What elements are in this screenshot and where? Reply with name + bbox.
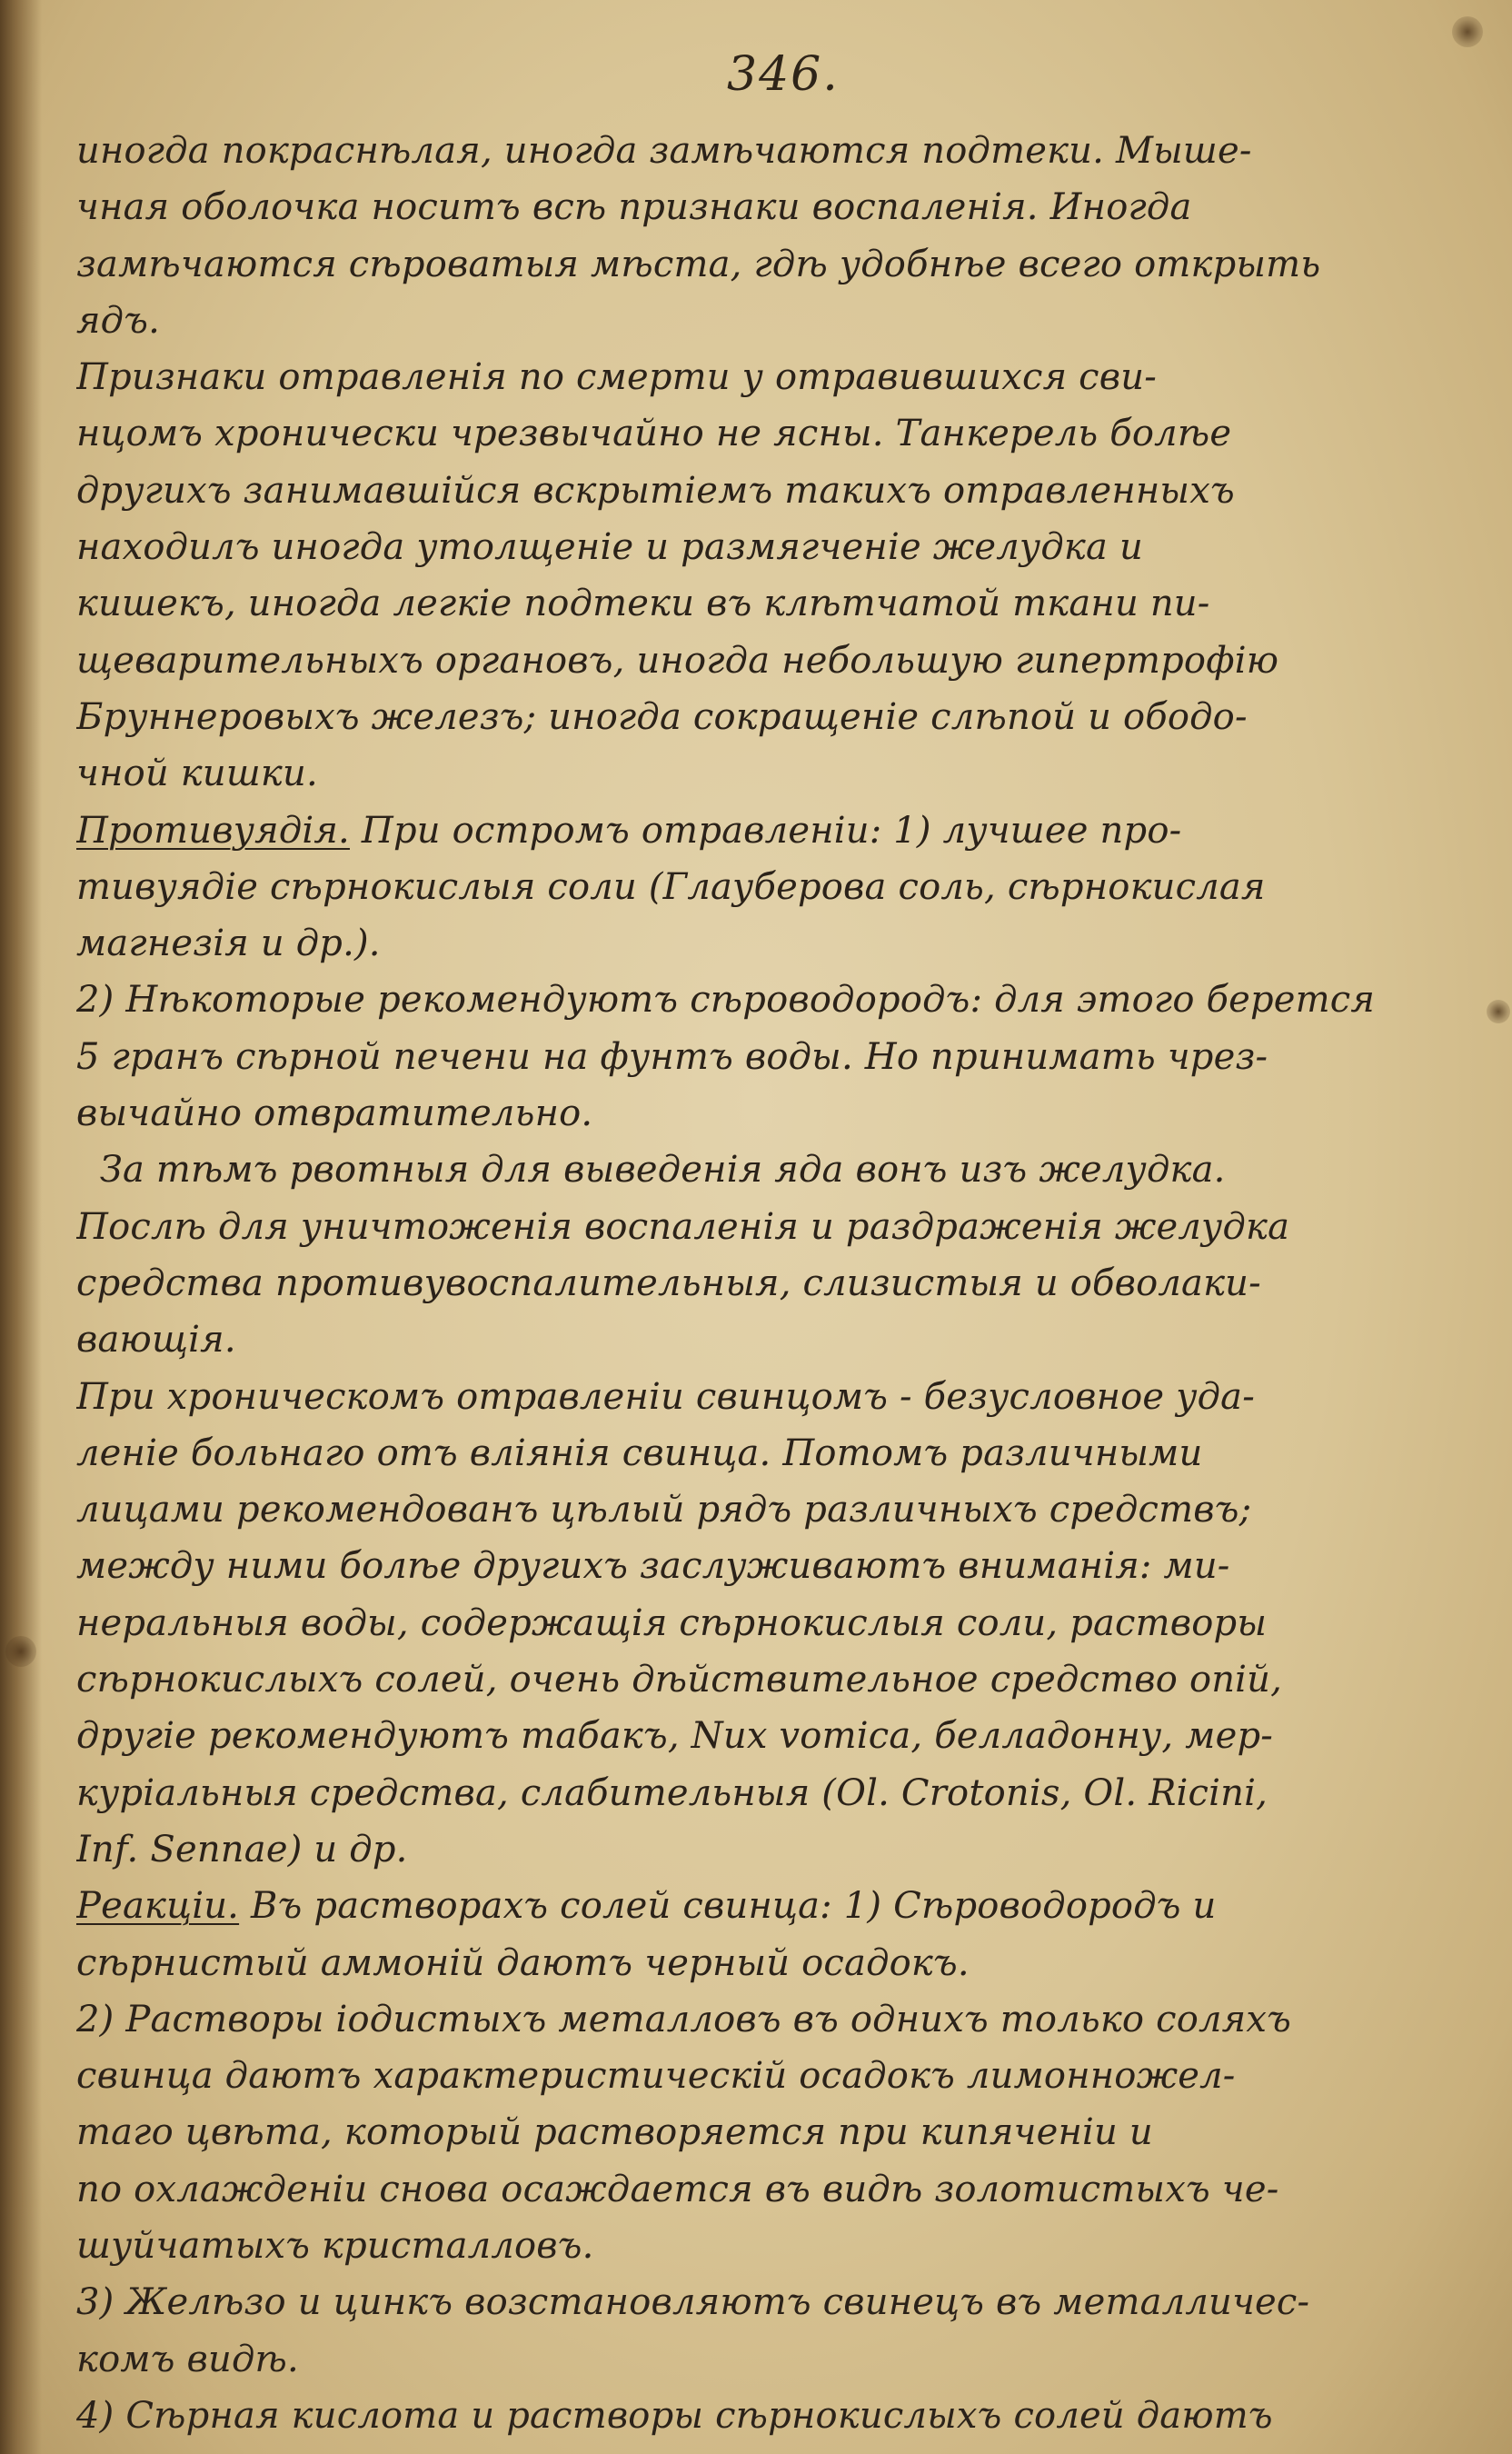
text-line xyxy=(76,1878,1439,1934)
line-text: находилъ иногда утолщеніе и размягченіе желудка и xyxy=(76,526,1143,569)
text-line xyxy=(76,179,1439,235)
text-line xyxy=(76,2388,1439,2444)
line-text: тивуядіе сѣрнокислыя соли (Глауберова соль, сѣрнокислая xyxy=(76,865,1266,908)
line-text: Въ растворахъ солей свинца: 1) Сѣроводородъ и xyxy=(239,1885,1217,1928)
text-line xyxy=(76,689,1439,745)
line-text: щеварительныхъ органовъ, иногда небольшую гипертрофію xyxy=(76,639,1279,682)
text-line xyxy=(76,859,1439,915)
line-text: чная оболочка носитъ всѣ признаки воспаленія. Иногда xyxy=(76,186,1192,229)
text-line xyxy=(76,1029,1439,1085)
text-line xyxy=(76,1312,1439,1368)
line-text: вычайно отвратительно. xyxy=(76,1092,593,1135)
line-text: комъ видѣ. xyxy=(76,2338,299,2380)
line-text: неральныя воды, содержащія сѣрнокислыя соли, растворы xyxy=(76,1601,1268,1644)
line-text: Inf. Sennae) и др. xyxy=(76,1828,408,1870)
text-line xyxy=(76,405,1439,462)
line-text: лицами рекомендованъ цѣлый рядъ различныхъ средствъ; xyxy=(76,1489,1252,1531)
text-line xyxy=(76,575,1439,632)
text-line xyxy=(76,2104,1439,2160)
section-heading: Противуядія. xyxy=(76,809,350,852)
text-line xyxy=(76,1991,1439,2048)
text-line xyxy=(76,1595,1439,1651)
text-line xyxy=(76,1821,1439,1878)
text-line xyxy=(76,463,1439,519)
text-line xyxy=(76,2218,1439,2274)
line-text: 5 гранъ сѣрной печени на фунтъ воды. Но принимать чрез- xyxy=(76,1035,1268,1078)
text-line xyxy=(76,1369,1439,1425)
line-text: таго цвѣта, который растворяется при кипяченіи и xyxy=(76,2111,1153,2154)
line-text: 2) Растворы іодистыхъ металловъ въ однихъ только соляхъ xyxy=(76,1998,1291,2040)
text-line xyxy=(76,2331,1439,2388)
section-heading: Реакціи. xyxy=(76,1885,240,1928)
line-text: Послѣ для уничтоженія воспаленія и раздраженія желудка xyxy=(76,1205,1290,1248)
text-line xyxy=(76,2161,1439,2218)
ink-stain-right-margin xyxy=(1487,1000,1510,1023)
line-text: шуйчатыхъ кристалловъ. xyxy=(76,2224,594,2267)
text-line xyxy=(76,1425,1439,1481)
line-text: иногда покраснѣлая, иногда замѣчаютcя подтеки. Мыше- xyxy=(76,130,1252,172)
line-text: свинца даютъ характеристическій осадокъ лимонножел- xyxy=(76,2055,1236,2098)
line-text: Бруннеровыхъ железъ; иногда сокращеніе слѣпой и ободо- xyxy=(76,695,1248,738)
line-text: между ними болѣе другихъ заслуживаютъ вниманія: ми- xyxy=(76,1545,1230,1588)
line-text: другіе рекомендуютъ табакъ, Nux vomica, белладонну, мер- xyxy=(76,1715,1273,1758)
text-line xyxy=(76,349,1439,405)
line-text: За тѣмъ рвотныя для выведенія яда вонъ изъ желудка. xyxy=(76,1149,1226,1192)
text-line xyxy=(76,1765,1439,1821)
ink-stain-top-right xyxy=(1452,16,1483,47)
line-text: нцомъ хронически чрезвычайно не ясны. Танкерель болѣе xyxy=(76,413,1232,455)
text-line xyxy=(76,972,1439,1028)
text-line xyxy=(76,803,1439,859)
line-text: средства противувоспалительныя, слизистыя и обволаки- xyxy=(76,1262,1261,1304)
text-line xyxy=(76,1255,1439,1312)
text-line xyxy=(76,1199,1439,1255)
line-text: чной кишки. xyxy=(76,753,318,795)
ink-stain-left-margin xyxy=(5,1636,36,1667)
page-number: 346. xyxy=(727,47,840,102)
line-text: вающія. xyxy=(76,1319,236,1362)
line-text: 2) Нѣкоторые рекомендуютъ сѣроводородъ: для этого берется xyxy=(76,979,1376,1022)
line-text: куріальныя средства, слабительныя (Ol. Crotonis, Ol. Ricini, xyxy=(76,1771,1268,1814)
line-text: другихъ занимавшійся вскрытіемъ такихъ отравленныхъ xyxy=(76,469,1235,512)
line-text: замѣчаются сѣроватыя мѣста, гдѣ удобнѣе всего открыть xyxy=(76,243,1321,285)
line-text: При остромъ отравленіи: 1) лучшее про- xyxy=(349,809,1182,852)
text-line xyxy=(76,2274,1439,2330)
line-text: 4) Сѣрная кислота и растворы сѣрнокислыхъ солей даютъ xyxy=(76,2394,1273,2437)
line-text: При хроническомъ отравленіи свинцомъ - безусловное уда- xyxy=(76,1375,1255,1418)
text-line xyxy=(76,236,1439,293)
text-line xyxy=(76,915,1439,972)
line-text: сѣрнокислыхъ солей, очень дѣйствительное средство опій, xyxy=(76,1659,1283,1701)
line-text: кишекъ, иногда легкіе подтеки въ клѣтчатой ткани пи- xyxy=(76,583,1210,625)
text-line xyxy=(76,1481,1439,1538)
text-line xyxy=(76,1085,1439,1142)
line-text: 3) Желѣзо и цинкъ возстановляютъ свинецъ въ металличес- xyxy=(76,2281,1310,2324)
line-text: ядъ. xyxy=(76,299,161,342)
line-text: по охлажденіи снова осаждается въ видѣ золотистыхъ че- xyxy=(76,2168,1279,2210)
text-line xyxy=(76,2048,1439,2104)
text-line xyxy=(76,745,1439,802)
text-line xyxy=(76,633,1439,689)
text-line xyxy=(76,123,1439,179)
handwritten-text-block xyxy=(76,123,1439,2444)
line-text: магнезія и др.). xyxy=(76,923,381,965)
text-line xyxy=(76,519,1439,575)
line-text: Признаки отравленія по смерти у отравившихся сви- xyxy=(76,356,1157,399)
text-line xyxy=(76,1935,1439,1991)
text-line xyxy=(76,1651,1439,1708)
text-line xyxy=(76,293,1439,349)
line-text: леніе больнаго отъ вліянія свинца. Потомъ различными xyxy=(76,1432,1203,1474)
text-line xyxy=(76,1708,1439,1764)
text-line xyxy=(76,1142,1439,1198)
page-spine-shadow xyxy=(0,0,42,2454)
text-line xyxy=(76,1538,1439,1594)
line-text: сѣрнистый аммоній даютъ черный осадокъ. xyxy=(76,1941,970,1984)
